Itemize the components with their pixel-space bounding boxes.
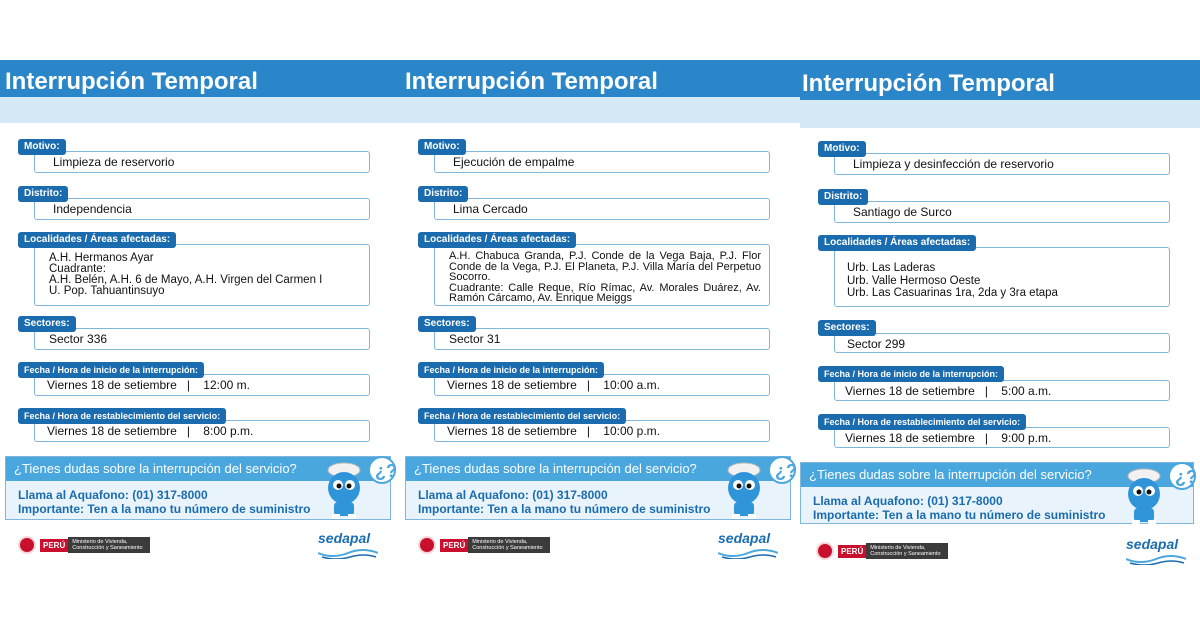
area-line: Urb. Las Casuarinas 1ra, 2da y 3ra etapa bbox=[847, 287, 1058, 299]
restablecimiento-box bbox=[834, 427, 1170, 448]
restablecimiento-label: Fecha / Hora de restablecimiento del servicio: bbox=[18, 408, 226, 424]
government-logo bbox=[18, 534, 150, 556]
notice-card-3 bbox=[800, 60, 1200, 570]
notice-card-2 bbox=[400, 60, 800, 570]
ministry-label: Ministerio de Vivienda, Construcción y Saneamiento bbox=[468, 537, 550, 553]
distrito-box bbox=[834, 201, 1170, 223]
help-title: ¿Tienes dudas sobre la interrupción del servicio? bbox=[6, 457, 390, 481]
area-line: A.H. Hermanos Ayar bbox=[49, 252, 154, 264]
mascot-icon bbox=[1120, 462, 1200, 528]
distrito-value: Lima Cercado bbox=[453, 202, 528, 216]
card-title: Interrupción Temporal bbox=[405, 68, 658, 95]
motivo-label: Motivo: bbox=[18, 139, 66, 155]
sectores-value: Sector 31 bbox=[449, 332, 501, 346]
distrito-value: Independencia bbox=[53, 202, 132, 216]
motivo-label: Motivo: bbox=[818, 141, 866, 157]
inicio-label: Fecha / Hora de inicio de la interrupción: bbox=[418, 362, 604, 378]
mascot-icon bbox=[320, 456, 400, 522]
motivo-box bbox=[834, 153, 1170, 175]
areas-label: Localidades / Áreas afectadas: bbox=[18, 232, 176, 248]
footer bbox=[800, 532, 1200, 570]
sectores-box bbox=[34, 328, 370, 350]
ministry-label: Ministerio de Vivienda, Construcción y Saneamiento bbox=[866, 543, 948, 559]
distrito-label: Distrito: bbox=[18, 186, 68, 202]
help-phone: Llama al Aquafono: (01) 317-8000 bbox=[813, 494, 1003, 508]
areas-box bbox=[34, 244, 370, 306]
areas-box bbox=[834, 247, 1170, 307]
restablecimiento-value: Viernes 18 de setiembre | 10:00 p.m. bbox=[447, 424, 661, 438]
restablecimiento-label: Fecha / Hora de restablecimiento del servicio: bbox=[818, 414, 1026, 430]
motivo-value: Limpieza y desinfección de reservorio bbox=[853, 157, 1054, 171]
motivo-value: Limpieza de reservorio bbox=[53, 155, 175, 169]
sectores-label: Sectores: bbox=[818, 320, 876, 336]
svg-text:¿?: ¿? bbox=[775, 461, 797, 481]
restablecimiento-label: Fecha / Hora de restablecimiento del servicio: bbox=[418, 408, 626, 424]
brand-name: sedapal bbox=[318, 530, 371, 546]
card-header bbox=[800, 60, 1200, 100]
motivo-box bbox=[434, 151, 770, 173]
header-band bbox=[800, 100, 1200, 128]
ministry-label: Ministerio de Vivienda, Construcción y Saneamiento bbox=[68, 537, 150, 553]
brand-name: sedapal bbox=[718, 530, 771, 546]
government-logo bbox=[418, 534, 550, 556]
help-note: Importante: Ten a la mano tu número de suministro bbox=[813, 508, 1106, 522]
sectores-value: Sector 336 bbox=[49, 332, 108, 346]
distrito-box bbox=[434, 198, 770, 220]
motivo-label: Motivo: bbox=[418, 139, 466, 155]
areas-list bbox=[449, 251, 761, 304]
mascot-icon bbox=[720, 456, 800, 522]
help-title: ¿Tienes dudas sobre la interrupción del servicio? bbox=[801, 463, 1193, 487]
sedapal-logo bbox=[718, 530, 778, 564]
peru-seal-icon bbox=[816, 542, 834, 560]
card-header bbox=[0, 60, 400, 97]
inicio-value: Viernes 18 de setiembre | 10:00 a.m. bbox=[447, 378, 661, 392]
header-band bbox=[400, 97, 800, 123]
sectores-value: Sector 299 bbox=[847, 337, 906, 351]
card-title: Interrupción Temporal bbox=[802, 70, 1055, 97]
restablecimiento-value: Viernes 18 de setiembre | 9:00 p.m. bbox=[845, 431, 1052, 445]
distrito-box bbox=[34, 198, 370, 220]
areas-list bbox=[847, 262, 1161, 300]
peru-label: PERÚ bbox=[40, 539, 68, 552]
help-phone: Llama al Aquafono: (01) 317-8000 bbox=[418, 488, 608, 502]
inicio-value: Viernes 18 de setiembre | 5:00 a.m. bbox=[845, 384, 1052, 398]
areas-label: Localidades / Áreas afectadas: bbox=[818, 235, 976, 251]
area-line: Urb. Las Laderas bbox=[847, 262, 936, 274]
inicio-value: Viernes 18 de setiembre | 12:00 m. bbox=[47, 378, 251, 392]
sedapal-logo bbox=[318, 530, 378, 564]
areas-box bbox=[434, 244, 770, 306]
inicio-label: Fecha / Hora de inicio de la interrupción: bbox=[818, 366, 1004, 382]
card-title: Interrupción Temporal bbox=[5, 68, 258, 95]
sedapal-logo bbox=[1126, 536, 1186, 570]
government-logo bbox=[816, 540, 948, 562]
card-header bbox=[400, 60, 800, 97]
area-line: A.H. Belén, A.H. 6 de Mayo, A.H. Virgen del Carmen I bbox=[49, 274, 323, 286]
sectores-label: Sectores: bbox=[18, 316, 76, 332]
areas-list bbox=[49, 253, 361, 297]
footer bbox=[400, 526, 800, 566]
area-line: Urb. Valle Hermoso Oeste bbox=[847, 274, 981, 287]
sedapal-wave-icon bbox=[318, 549, 378, 559]
notice-card-1 bbox=[0, 60, 400, 570]
area-line: U. Pop. Tahuantinsuyo bbox=[49, 285, 165, 297]
help-title: ¿Tienes dudas sobre la interrupción del servicio? bbox=[406, 457, 790, 481]
peru-seal-icon bbox=[18, 536, 36, 554]
peru-seal-icon bbox=[418, 536, 436, 554]
svg-text:¿?: ¿? bbox=[1175, 467, 1197, 487]
inicio-box bbox=[834, 380, 1170, 401]
area-line: Cuadrante: Calle Reque, Río Rímac, Av. Morales Duárez, Av. Ramón Cárcamo, Av. Enrique Meiggs bbox=[449, 281, 761, 304]
restablecimiento-value: Viernes 18 de setiembre | 8:00 p.m. bbox=[47, 424, 254, 438]
areas-label: Localidades / Áreas afectadas: bbox=[418, 232, 576, 248]
area-line: A.H. Chabuca Granda, P.J. Conde de la Vega Baja, P.J. Flor Conde de la Vega, P.J. El Planeta, P.J. Villa María del Perpetuo Socorro. bbox=[449, 250, 761, 283]
motivo-box bbox=[34, 151, 370, 173]
sectores-label: Sectores: bbox=[418, 316, 476, 332]
sedapal-wave-icon bbox=[1126, 555, 1186, 565]
header-band bbox=[0, 97, 400, 123]
distrito-value: Santiago de Surco bbox=[853, 205, 952, 219]
footer bbox=[0, 526, 400, 566]
inicio-label: Fecha / Hora de inicio de la interrupción: bbox=[18, 362, 204, 378]
svg-text:¿?: ¿? bbox=[375, 461, 397, 481]
peru-label: PERÚ bbox=[440, 539, 468, 552]
distrito-label: Distrito: bbox=[418, 186, 468, 202]
brand-name: sedapal bbox=[1126, 536, 1179, 552]
distrito-label: Distrito: bbox=[818, 189, 868, 205]
help-note: Importante: Ten a la mano tu número de suministro bbox=[18, 502, 311, 516]
sedapal-wave-icon bbox=[718, 549, 778, 559]
peru-label: PERÚ bbox=[838, 545, 866, 558]
help-phone: Llama al Aquafono: (01) 317-8000 bbox=[18, 488, 208, 502]
motivo-value: Ejecución de empalme bbox=[453, 155, 575, 169]
sectores-box bbox=[434, 328, 770, 350]
help-note: Importante: Ten a la mano tu número de suministro bbox=[418, 502, 711, 516]
area-line: Cuadrante: bbox=[49, 263, 106, 275]
sectores-box bbox=[834, 333, 1170, 353]
